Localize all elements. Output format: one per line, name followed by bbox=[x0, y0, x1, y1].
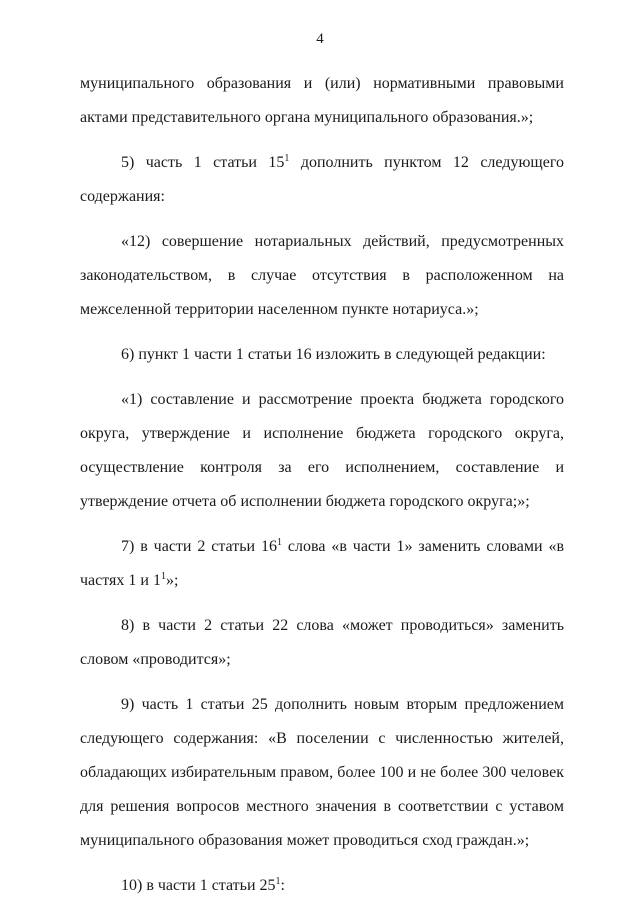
paragraph-text: »; bbox=[165, 572, 179, 589]
superscript: 1 bbox=[160, 571, 166, 582]
paragraph-text: 5) часть 1 статьи 15 bbox=[121, 154, 285, 171]
superscript: 1 bbox=[275, 876, 281, 887]
paragraph-text: : bbox=[280, 877, 285, 894]
superscript: 1 bbox=[277, 537, 282, 548]
paragraph-text: слова «в части 1» заменить словами «в частях 1 и 1 bbox=[80, 538, 564, 589]
paragraph-text: «1) составление и рассмотрение проекта бюджета городского округа, утверждение и исполнение бюджета городского округа, осуществление контроля за его исполнением, составление и утверждение отчета об исполнении бюджета городского округа;»; bbox=[80, 391, 564, 510]
paragraph-text: дополнить пунктом 12 следующего содержания: bbox=[80, 154, 564, 205]
paragraph-7 bbox=[80, 609, 564, 677]
paragraph-8 bbox=[80, 688, 564, 858]
paragraph-text: 8) в части 2 статьи 22 слова «может проводиться» заменить словом «проводится»; bbox=[80, 617, 564, 668]
paragraph-5 bbox=[80, 383, 564, 519]
paragraph-text: муниципального образования и (или) нормативными правовыми актами представительного органа муниципального образования.»; bbox=[80, 75, 564, 126]
page-number: 4 bbox=[316, 31, 324, 47]
paragraph-4 bbox=[80, 338, 564, 372]
paragraph-text: 7) в части 2 статьи 16 bbox=[121, 538, 277, 555]
paragraph-3 bbox=[80, 225, 564, 327]
paragraph-1 bbox=[80, 67, 564, 135]
paragraph-text: «12) совершение нотариальных действий, предусмотренных законодательством, в случае отсутствия в расположенном на межселенной территории населенном пункте нотариуса.»; bbox=[80, 233, 564, 318]
paragraph-6 bbox=[80, 530, 564, 598]
paragraph-2 bbox=[80, 146, 564, 214]
paragraph-text: 6) пункт 1 части 1 статьи 16 изложить в следующей редакции: bbox=[121, 346, 546, 363]
paragraph-text: 10) в части 1 статьи 25 bbox=[121, 877, 276, 894]
paragraph-9 bbox=[80, 869, 564, 903]
paragraph-text: 9) часть 1 статьи 25 дополнить новым вторым предложением следующего содержания: «В поселении с численностью жителей, обладающих избирательным правом, более 100 и не более 300 человек для решения вопросов местного значения в соответствии с уставом муниципального образования может проводиться сход граждан.»; bbox=[80, 696, 564, 849]
superscript: 1 bbox=[284, 153, 290, 164]
document-body bbox=[80, 67, 564, 914]
